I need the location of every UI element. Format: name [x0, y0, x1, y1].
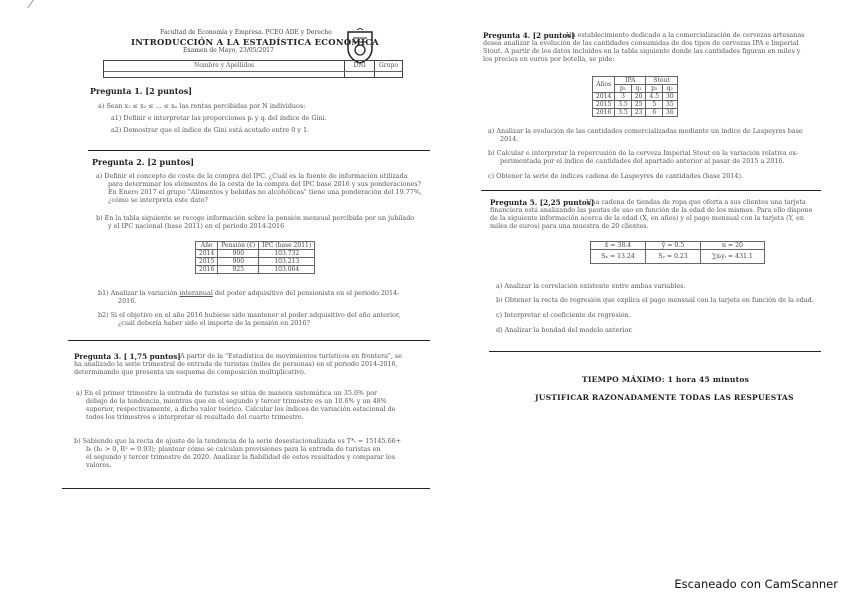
table-cell: 3: [615, 93, 632, 101]
table-header: Año: [196, 242, 218, 250]
table-cell: Sₓ = 13.24: [591, 250, 646, 264]
table-cell: 2016: [593, 109, 615, 117]
table-group-header: Stout: [646, 77, 677, 85]
question-4-intro-line-4: los precios en euros por botella, se pide:: [483, 55, 615, 63]
table-header: Años: [593, 77, 615, 93]
table-cell: 900: [218, 250, 259, 258]
student-info-form: [103, 60, 403, 78]
beer-prices-quantities-table: [592, 76, 678, 117]
dni-field[interactable]: [344, 61, 374, 77]
table-cell: 103.213: [259, 258, 315, 266]
question-2-b-line-2: y el IPC nacional (base 2011) en el periodo 2014-2016: [108, 222, 285, 230]
university-seal-icon: [345, 28, 375, 64]
justify-answers-note: JUSTIFICAR RAZONADAMENTE TODAS LAS RESPUESTAS: [535, 393, 794, 402]
question-2-a-line-4: ¿cómo se interpreta este dato?: [108, 196, 208, 204]
table-cell: 3.5: [615, 109, 632, 117]
table-cell: 900: [218, 258, 259, 266]
question-4-intro-line-2: desea analizar la evolución de las cantidades consumidas de dos tipos de cervezas IPA e Imperial: [483, 39, 799, 47]
table-header-row: [196, 242, 315, 250]
question-2-b2-line-1: b2) Si el objetivo en el año 2016 hubiese sido mantener el poder adquisitivo del año anterior,: [98, 311, 401, 319]
question-4-intro-line-1: Un establecimiento dedicado a la comercialización de cervezas artesanas: [566, 31, 805, 39]
question-5-b: b) Obtener la recta de regresión que explica el pago mensual con la tarjeta en función de la edad.: [496, 296, 814, 304]
question-2-b1-end: del poder adquisitivo del pensionista en el periodo 2014-: [212, 289, 400, 297]
table-header: q₁: [631, 85, 646, 93]
name-label: Nombre y Apellidos: [193, 62, 255, 69]
question-2-a-line-3: En Enero 2017 el grupo "Alimentos y bebidas no alcohólicas" tiene una ponderación del 19.77%,: [108, 188, 422, 196]
section-divider: [481, 190, 821, 191]
table-cell: n = 20: [701, 242, 765, 250]
table-cell: Sᵧ = 0.23: [646, 250, 701, 264]
question-4-c: c) Obtener la serie de índices cadena de Laspeyres de cantidades (base 2014).: [488, 172, 743, 180]
camscanner-watermark: Escaneado con CamScanner: [674, 577, 838, 591]
question-2-b-line-1: b) En la tabla siguiente se recoge información sobre la pensión mensual percibida por un jubilado: [96, 214, 415, 222]
question-4-intro-line-3: Stout. A partir de los datos incluidos en la tabla siguiente donde las cantidades figuran en miles y: [483, 47, 801, 55]
question-3-b-line-2: bₜ (b₁ > 0, R² = 0.93); plantear cómo se calculan previsiones para la entrada de turistas en: [86, 445, 381, 453]
table-row: [593, 101, 678, 109]
group-field[interactable]: [374, 61, 402, 77]
course-title: INTRODUCCIÓN A LA ESTADÍSTICA ECONÓMICA: [131, 37, 379, 47]
table-cell: 2016: [196, 266, 218, 274]
exam-date: Examen de Mayo, 23/05/2017: [183, 47, 274, 54]
question-1-title: Pregunta 1. [2 puntos]: [90, 86, 193, 96]
question-1-a2: a2) Demostrar que el índice de Gini está acotado entre 0 y 1.: [111, 126, 310, 134]
table-cell: 103.732: [259, 250, 315, 258]
question-2-a-line-2: para determinar los elementos de la cesta de la compra del IPC base 2016 y sus ponderaciones?: [108, 180, 421, 188]
table-cell: 2015: [593, 101, 615, 109]
table-row: [593, 109, 678, 117]
question-4-title: Pregunta 4. [2 puntos]: [483, 31, 575, 40]
table-row: [196, 258, 315, 266]
table-header: IPC (base 2011): [259, 242, 315, 250]
question-2-b1: [98, 289, 399, 297]
table-cell: 6: [646, 109, 663, 117]
table-header-row: [593, 77, 678, 85]
question-5-c: c) Interpretar el coeficiente de regresión.: [496, 311, 631, 319]
question-4-a-line-2: 2014.: [500, 135, 519, 143]
table-cell: 2014: [196, 250, 218, 258]
pension-ipc-table: [195, 241, 315, 274]
table-cell: ȳ = 0.5: [646, 242, 701, 250]
question-5-intro-line-2: financiera está analizando las pautas de uso en función de la edad de los mismos. Para ello dispone: [490, 206, 813, 214]
question-3-a-line-2: debajo de la tendencia, mientras que en el segundo y tercer trimestre es un 10.6% y un 48%: [86, 397, 387, 405]
table-header: Pensión (€): [218, 242, 259, 250]
question-1-a1: a1) Definir e interpretar las proporciones pᵢ y qᵢ del índice de Gini.: [111, 114, 327, 122]
question-3-a-line-3: superior, respectivamente, a dicho valor teórico. Calcular los índices de variación estacional de: [86, 405, 396, 413]
question-2-b1-start: b1) Analizar la variación: [98, 289, 180, 297]
name-field[interactable]: [104, 61, 344, 77]
table-cell: 36: [663, 109, 678, 117]
table-row: [196, 266, 315, 274]
table-cell: 20: [631, 93, 646, 101]
table-cell: 5: [646, 101, 663, 109]
table-cell: 25: [631, 101, 646, 109]
question-5-a: a) Analizar la correlación existente entre ambas variables.: [496, 282, 686, 290]
question-2-b1-cont: 2016.: [118, 297, 137, 305]
table-header: q₂: [663, 85, 678, 93]
question-5-title: Pregunta 5. [2,25 puntos]: [490, 198, 595, 207]
table-cell: 3.5: [615, 101, 632, 109]
table-row: [593, 93, 678, 101]
question-4-a-line-1: a) Analizar la evolución de las cantidades comercializadas mediante un índice de Laspeyres base: [488, 127, 803, 135]
question-3-b-line-4: valores.: [86, 461, 112, 469]
question-3-intro-line-2: ha analizado la serie trimestral de entrada de turistas (miles de personas) en el periodo 2014-2016,: [74, 360, 398, 368]
table-row: [591, 242, 765, 250]
table-cell: 23: [631, 109, 646, 117]
faculty-name: Facultad de Economía y Empresa. PCEO ADE y Derecho: [160, 29, 332, 36]
question-2-title: Pregunta 2. [2 puntos]: [92, 157, 195, 167]
question-4-b-line-1: b) Calcular e interpretar la repercusión de la cerveza Imperial Stout en la variación relativa ex-: [488, 149, 799, 157]
table-header: p₂: [646, 85, 663, 93]
question-5-intro-line-3: de la siguiente información acerca de la edad (X, en años) y el pago mensual con la tarjeta (Y, en: [490, 214, 804, 222]
question-3-b-line-1: b) Sabiendo que la recta de ajuste de la tendencia de la serie desestacionalizada es T*ₜ = 15145.66+: [74, 437, 402, 445]
table-cell: ∑xᵢyᵢ = 431.1: [701, 250, 765, 264]
table-cell: x̄ = 38.4: [591, 242, 646, 250]
table-cell: 2015: [196, 258, 218, 266]
question-3-a-line-4: todos los trimestres e interpretar el resultado del cuarto trimestre.: [86, 413, 304, 421]
table-cell: 4.5: [646, 93, 663, 101]
question-3-intro-line-1: A partir de la "Estadística de movimientos turísticos en frontera", se: [180, 352, 402, 360]
question-3-intro-line-3: determinando que presenta un esquema de composición multiplicativo.: [74, 368, 306, 376]
section-divider: [489, 351, 821, 352]
table-group-header: IPA: [615, 77, 646, 85]
regression-stats-table: [590, 241, 765, 264]
max-time-note: TIEMPO MÁXIMO: 1 hora 45 minutos: [582, 375, 750, 384]
dni-label: DNI: [353, 62, 366, 69]
interanual-underlined: interanual: [179, 289, 213, 297]
question-1-a: a) Sean x₁ ≤ x₂ ≤ ... ≤ xₙ las rentas percibidas por N individuos:: [98, 102, 306, 110]
table-row: [196, 250, 315, 258]
table-header: p₁: [615, 85, 632, 93]
question-5-intro-line-4: miles de euros) para una muestra de 20 clientes.: [490, 222, 649, 230]
table-row: [591, 250, 765, 264]
table-cell: 103.064: [259, 266, 315, 274]
question-4-b-line-2: perimentada por el índice de cantidades del apartado anterior al pasar de 2015 a 2016.: [500, 157, 785, 165]
question-2-b2-line-2: ¿cuál debería haber sido el importe de la pensión en 2016?: [118, 319, 310, 327]
table-cell: 35: [663, 101, 678, 109]
table-cell: 925: [218, 266, 259, 274]
table-cell: 2014: [593, 93, 615, 101]
table-cell: 30: [663, 93, 678, 101]
question-5-d: d) Analizar la bondad del modelo anterior.: [496, 326, 633, 334]
section-divider: [68, 340, 430, 341]
group-label: Grupo: [379, 62, 398, 69]
page-corner-mark: [27, 0, 43, 8]
question-2-a-line-1: a) Definir el concepto de coste de la compra del IPC. ¿Cuál es la fuente de información utilizada: [96, 172, 408, 180]
question-5-intro-line-1: Una cadena de tiendas de ropa que oferta a sus clientes una tarjeta: [586, 198, 806, 206]
section-divider: [88, 150, 430, 151]
section-divider: [62, 488, 430, 489]
question-3-b-line-3: el segundo y tercer trimestre de 2020. Analizar la fiabilidad de estos resultados y comparar los: [86, 453, 396, 461]
question-3-title: Pregunta 3. [ 1,75 puntos]: [74, 352, 181, 361]
question-3-a-line-1: a) En el primer trimestre la entrada de turistas se sitúa de manera sistemática un 35.6% por: [76, 389, 378, 397]
